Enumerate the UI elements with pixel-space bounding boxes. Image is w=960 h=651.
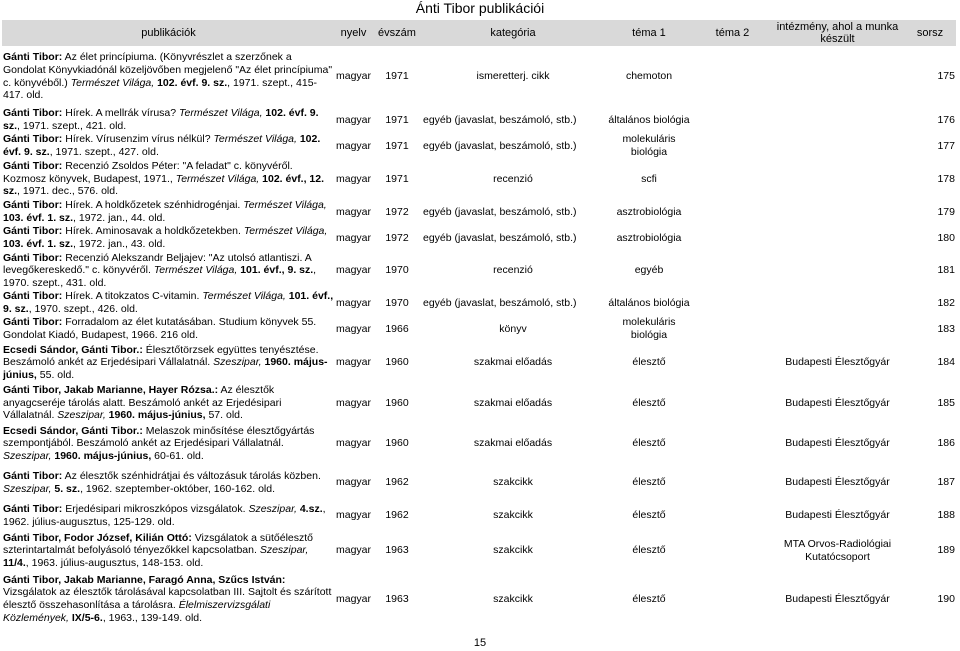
language-cell: magyar	[336, 205, 372, 218]
topic1-cell: élesztő	[632, 592, 666, 605]
number-cell: 180	[937, 231, 955, 244]
institution-cell	[771, 251, 904, 290]
topic1-cell: chemoton	[625, 70, 673, 83]
publication-text: Gánti Tibor: Hírek. A mellrák vírusa? Természet Világa, 102. évf. 9. sz., 1971. szept., 421. old.	[3, 107, 319, 132]
topic2-cell	[694, 501, 771, 530]
topic1-cell: asztrobiológia	[616, 205, 682, 218]
publication-text: Gánti Tibor: Forradalom az élet kutatásában. Studium könyvek 55. Gondolat Kiadó, Budapest, 1966. 216 old.	[3, 316, 317, 341]
number-cell: 184	[937, 356, 955, 369]
language-cell: magyar	[336, 296, 372, 309]
table-row	[2, 316, 956, 342]
page-title: Ánti Tibor publikációi	[415, 0, 545, 16]
number-cell: 183	[937, 322, 955, 335]
table-row	[2, 251, 956, 290]
category-cell: szakmai előadás	[473, 396, 553, 409]
table-row	[2, 530, 956, 571]
category-cell: ismeretterj. cikk	[476, 70, 550, 83]
table-row	[2, 342, 956, 383]
institution-cell	[771, 316, 904, 342]
category-cell: szakmai előadás	[473, 437, 553, 450]
table-row	[2, 501, 956, 530]
col-header-institution: intézmény, ahol a munka készült	[771, 20, 904, 46]
institution-cell: Budapesti Élesztőgyár	[785, 592, 890, 605]
topic2-cell	[694, 423, 771, 464]
category-cell: egyéb (javaslat, beszámoló, stb.)	[423, 296, 577, 309]
topic1-cell: élesztő	[632, 509, 666, 522]
year-cell: 1963	[385, 592, 409, 605]
category-cell: egyéb (javaslat, beszámoló, stb.)	[423, 139, 577, 152]
table-row	[2, 46, 956, 107]
topic2-cell	[694, 133, 771, 159]
year-cell: 1970	[385, 264, 409, 277]
year-cell: 1962	[385, 509, 409, 522]
institution-cell	[771, 199, 904, 225]
col-header-number: sorsz	[904, 20, 956, 46]
language-cell: magyar	[336, 113, 372, 126]
topic2-cell	[694, 251, 771, 290]
language-cell: magyar	[336, 592, 372, 605]
topic1-cell: egyéb	[634, 264, 664, 277]
col-header-year: évszám	[372, 20, 422, 46]
year-cell: 1960	[385, 396, 409, 409]
table-row	[2, 133, 956, 159]
institution-cell: MTA Orvos-Radiológiai Kutatócsoport	[783, 537, 892, 563]
institution-cell	[771, 107, 904, 133]
number-cell: 175	[937, 70, 955, 83]
topic2-cell	[694, 46, 771, 107]
col-header-topic1: téma 1	[604, 20, 694, 46]
topic2-cell	[694, 571, 771, 627]
number-cell: 187	[937, 476, 955, 489]
topic2-cell	[694, 225, 771, 251]
language-cell: magyar	[336, 172, 372, 185]
publication-text: Gánti Tibor, Jakab Marianne, Hayer Rózsa.: Az élesztők anyagcseréje tárolás alatt. Beszámoló ankét az Erjedésipari Vállalatnál. Szeszipar, 1960. május-június, 57. old.	[3, 384, 282, 422]
number-cell: 177	[937, 139, 955, 152]
publication-text: Ecsedi Sándor, Gánti Tibor.: Melaszok minősítése élesztőgyártás szempontjából. Beszámoló ankét az Erjedésipari Vállalatnál. Szeszipar, 1960. május-június, 60-61. old.	[3, 424, 315, 462]
institution-cell	[771, 225, 904, 251]
language-cell: magyar	[336, 70, 372, 83]
publication-text: Gánti Tibor: Hírek. Aminosavak a holdkőzetekben. Természet Világa, 103. évf. 1. sz., 1972. jan., 43. old.	[3, 225, 328, 250]
year-cell: 1972	[385, 205, 409, 218]
publication-text: Gánti Tibor: Recenzió Zsoldos Péter: "A feladat" c. könyvéről. Kozmosz könyvek, Budapest, 1971., Természet Világa, 102. évf., 12. sz., 1971. dec., 576. old.	[3, 160, 325, 198]
topic2-cell	[694, 383, 771, 423]
topic2-cell	[694, 342, 771, 383]
year-cell: 1971	[385, 70, 409, 83]
publication-text: Gánti Tibor, Jakab Marianne, Faragó Anna, Szűcs István: Vizsgálatok az élesztők tárolásával kapcsolatban III. Sajtolt és szárított élesztő összehasonlítása a tárolásra. Élelmiszervizsgálati Közlemények, IX/5-6., 1963., 139-149. old.	[3, 573, 332, 624]
number-cell: 186	[937, 437, 955, 450]
publication-text: Ecsedi Sándor, Gánti Tibor.: Élesztőtörzsek együttes tenyésztése. Beszámoló ankét az Erjedésipari Vállalatnál. Szeszipar, 1960. május-június, 55. old.	[3, 343, 328, 381]
publication-text: Gánti Tibor: Hírek. A holdkőzetek szénhidrogénjai. Természet Világa, 103. évf. 1. sz., 1972. jan., 44. old.	[3, 199, 327, 224]
topic1-cell: élesztő	[632, 544, 666, 557]
topic2-cell	[694, 530, 771, 571]
col-header-publications: publikációk	[2, 20, 335, 46]
year-cell: 1960	[385, 356, 409, 369]
category-cell: szakmai előadás	[473, 356, 553, 369]
publication-text: Gánti Tibor: Erjedésipari mikroszkópos vizsgálatok. Szeszipar, 4.sz., 1962. július-augusztus, 125-129. old.	[3, 502, 326, 528]
number-cell: 188	[937, 509, 955, 522]
publication-table	[2, 20, 956, 627]
number-cell: 189	[937, 544, 955, 557]
language-cell: magyar	[336, 322, 372, 335]
col-header-category: kategória	[422, 20, 604, 46]
header-row	[2, 20, 956, 46]
number-cell: 179	[937, 205, 955, 218]
institution-cell: Budapesti Élesztőgyár	[785, 437, 890, 450]
topic1-cell: általános biológia	[608, 296, 690, 309]
category-cell: recenzió	[493, 172, 533, 185]
language-cell: magyar	[336, 396, 372, 409]
topic2-cell	[694, 316, 771, 342]
institution-cell: Budapesti Élesztőgyár	[785, 476, 890, 489]
language-cell: magyar	[336, 139, 372, 152]
topic1-cell: élesztő	[632, 476, 666, 489]
table-row	[2, 383, 956, 423]
institution-cell	[771, 159, 904, 199]
year-cell: 1960	[385, 437, 409, 450]
language-cell: magyar	[336, 356, 372, 369]
publication-text: Gánti Tibor: Az élesztők szénhidrátjai és változásuk tárolás közben. Szeszipar, 5. sz., 1962. szeptember-október, 160-162. old.	[3, 469, 321, 495]
table-row	[2, 571, 956, 627]
language-cell: magyar	[336, 476, 372, 489]
col-header-topic2: téma 2	[694, 20, 771, 46]
language-cell: magyar	[336, 231, 372, 244]
publication-text: Gánti Tibor: Az élet princípiuma. (Könyvrészlet a szerzőnek a Gondolat Könyvkiadónál közeljövőben megjelenő "Az élet princípiuma" c. könyvéből.) Természet Világa, 102. évf. 9. sz., 1971. szept., 415-417. old.	[3, 51, 333, 102]
number-cell: 190	[937, 592, 955, 605]
topic1-cell: molekuláris biológia	[622, 316, 676, 341]
category-cell: szakcikk	[493, 592, 533, 605]
table-row	[2, 423, 956, 464]
number-cell: 176	[937, 113, 955, 126]
institution-cell	[771, 46, 904, 107]
year-cell: 1966	[385, 322, 409, 335]
topic1-cell: asztrobiológia	[616, 231, 682, 244]
publication-text: Gánti Tibor: Hírek. Vírusenzim vírus nélkül? Természet Világa, 102. évf. 9. sz., 1971. szept., 427. old.	[3, 133, 321, 158]
institution-cell: Budapesti Élesztőgyár	[785, 396, 890, 409]
year-cell: 1962	[385, 476, 409, 489]
table-row	[2, 290, 956, 316]
institution-cell	[771, 133, 904, 159]
language-cell: magyar	[336, 437, 372, 450]
institution-cell: Budapesti Élesztőgyár	[785, 509, 890, 522]
table-row	[2, 199, 956, 225]
topic1-cell: élesztő	[632, 356, 666, 369]
number-cell: 178	[937, 172, 955, 185]
topic2-cell	[694, 464, 771, 501]
topic1-cell: élesztő	[632, 437, 666, 450]
language-cell: magyar	[336, 509, 372, 522]
language-cell: magyar	[336, 544, 372, 557]
topic2-cell	[694, 290, 771, 316]
year-cell: 1972	[385, 231, 409, 244]
category-cell: szakcikk	[493, 544, 533, 557]
category-cell: recenzió	[493, 264, 533, 277]
language-cell: magyar	[336, 264, 372, 277]
topic1-cell: molekuláris biológia	[622, 133, 676, 158]
category-cell: egyéb (javaslat, beszámoló, stb.)	[423, 231, 577, 244]
publication-text: Gánti Tibor: Recenzió Alekszandr Beljajev: "Az utolsó atlantiszi. A levegőkereskedő." c. könyvéről. Természet Világa, 101. évf., 9. sz., 1970. szept., 431. old.	[3, 251, 317, 289]
table-row	[2, 464, 956, 501]
category-cell: szakcikk	[493, 476, 533, 489]
publication-text: Gánti Tibor, Fodor József, Kilián Ottó: Vizsgálatok a sütőélesztő szterintartalmát befolyásoló tényezőkkel kapcsolatban. Szeszipar, 11/4., 1963. július-augusztus, 148-153. old.	[3, 531, 314, 569]
year-cell: 1971	[385, 113, 409, 126]
table-row	[2, 107, 956, 133]
col-header-language: nyelv	[335, 20, 372, 46]
institution-cell: Budapesti Élesztőgyár	[785, 356, 890, 369]
year-cell: 1971	[385, 139, 409, 152]
topic1-cell: élesztő	[632, 396, 666, 409]
topic2-cell	[694, 107, 771, 133]
topic1-cell: általános biológia	[608, 113, 690, 126]
year-cell: 1963	[385, 544, 409, 557]
page-number: 15	[473, 637, 487, 649]
category-cell: egyéb (javaslat, beszámoló, stb.)	[423, 113, 577, 126]
topic1-cell: scfi	[641, 172, 657, 185]
year-cell: 1970	[385, 296, 409, 309]
number-cell: 185	[937, 396, 955, 409]
topic2-cell	[694, 199, 771, 225]
category-cell: könyv	[499, 322, 527, 335]
category-cell: szakcikk	[493, 509, 533, 522]
institution-cell	[771, 290, 904, 316]
number-cell: 182	[937, 296, 955, 309]
topic2-cell	[694, 159, 771, 199]
category-cell: egyéb (javaslat, beszámoló, stb.)	[423, 205, 577, 218]
publication-text: Gánti Tibor: Hírek. A titokzatos C-vitamin. Természet Világa, 101. évf., 9. sz., 1970. szept., 426. old.	[3, 290, 334, 315]
table-row	[2, 159, 956, 199]
number-cell: 181	[937, 264, 955, 277]
table-row	[2, 225, 956, 251]
year-cell: 1971	[385, 172, 409, 185]
